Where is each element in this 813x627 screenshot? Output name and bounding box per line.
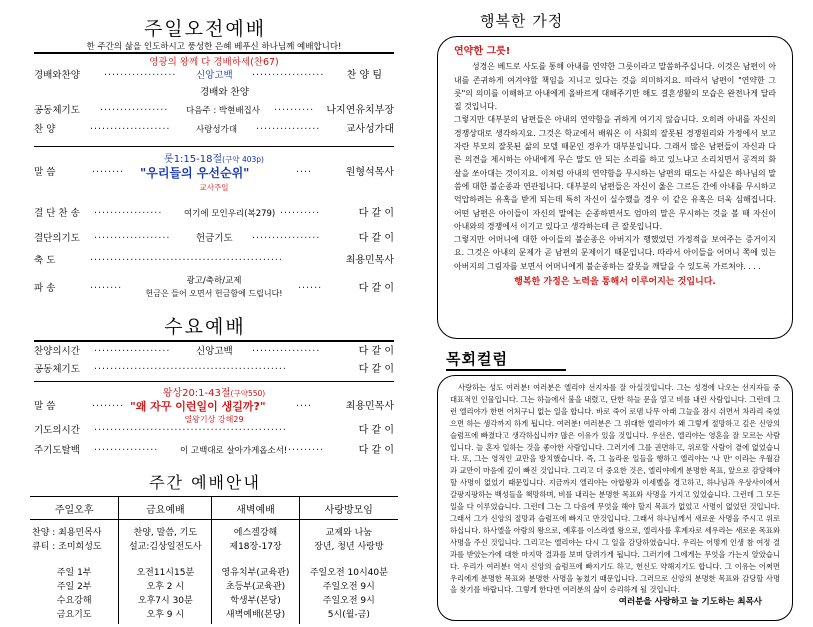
weekly-schedule-table: [30, 496, 398, 624]
order-row-community-prayer: [34, 102, 394, 120]
order-item: 헌금기도: [196, 233, 233, 244]
leader-dots: ········: [90, 283, 123, 294]
leader-dots: ········: [92, 167, 125, 178]
order-label: 말 씀: [34, 167, 56, 178]
order-leader: 다 같 이: [358, 283, 394, 294]
leader-dots: ··········: [280, 208, 321, 219]
paragraph: 성경은 베드로 사도를 통해 아내를 연약한 그릇이라고 말씀하주십니다. 이것은 남편이 아내를 존귀하게 여겨야할 책임을 지니고 있다는 것을 의미하지요. 따라서 남편이 "연약한 그릇"의 의미를 이해하고 아내에게 올바르게 대해주기만 해도 결혼생활의 모습은 완전나게 달라질 것입니다.: [454, 62, 776, 112]
divider: [34, 340, 394, 342]
cell-line: 설교:김상일전도사: [129, 542, 202, 552]
leader-dots: ·················: [252, 346, 321, 357]
paragraph: 그렇지만 어머니에 대한 아이들의 불순종은 아버지가 행했었던 가정적을 보여주는 증거이지요. 그것은 아내의 문제가 곧 남편의 문제이기 때문입니다. 따라서 아이들을 어머니 쪽에 있는 아버지의 그림자를 보면서 어머니에게 불순종하는 잘못을 깨달을 수 있도록 가르쳐야. . . .: [454, 235, 776, 271]
order-label: 주기도탈백: [34, 445, 80, 456]
cell-line: 주일 2부: [56, 582, 92, 592]
order-leader: 다 같 이: [358, 346, 394, 357]
sunday-service-title: 주일오전예배: [143, 18, 267, 40]
table-cell: [119, 556, 212, 624]
cell-line: 수요강해: [56, 596, 92, 606]
leader-dots: ·················: [252, 233, 321, 244]
sermon-preacher: 원형석목사: [345, 167, 394, 178]
sermon-title: "우리들의 우선순위": [140, 166, 250, 180]
leader-dots: ·················: [94, 208, 163, 219]
leader-dots: ················································: [94, 425, 287, 436]
divider: [34, 146, 394, 147]
scripture-page: (구약550): [230, 389, 266, 398]
leader-dots: ················: [94, 445, 159, 456]
column-header: 사랑방모임: [299, 497, 398, 520]
leader-dots: ········: [92, 401, 125, 412]
cell-line: 주일오전 9시: [322, 596, 375, 606]
table-cell: [299, 556, 398, 624]
wed-row-community-prayer: [34, 361, 394, 379]
scripture-ref: 롯1:15-18절: [164, 154, 223, 165]
cell-line: 오후7시 30분: [137, 596, 193, 606]
order-label: 결 단 찬 송: [34, 208, 80, 219]
order-item: 신앙고백: [196, 346, 233, 357]
order-label: 말 씀: [34, 401, 56, 412]
leader-dots: ····················: [90, 124, 171, 135]
cell-line: 찬양, 말씀, 기도: [133, 528, 198, 538]
cell-line: 영유치부(교육관): [221, 568, 290, 578]
order-item: 신앙고백: [196, 70, 233, 81]
sermon-sub: 교사주일: [199, 183, 229, 192]
order-item: 경배와 찬양: [200, 87, 249, 98]
order-leader: 다 같 이: [358, 364, 394, 375]
scripture-ref: 왕상20:1-43절: [162, 388, 231, 399]
leader-dots: ···················: [94, 233, 171, 244]
cell-line: 초등부(교육관): [225, 582, 286, 592]
column-header: 새벽예배: [212, 497, 299, 520]
sermon-preacher: 최용민목사: [345, 401, 394, 412]
paragraph: 사랑하는 성도 여러분! 여러분은 엘리야 선지자를 잘 아실것입니다. 그는 성경에 나오는 선지자들 중 대표적인 인물입니다. 그는 하늘에서 불을 내렸고, 단한 하늘 문을 열고 비를 내린 사람입니다. 그런데 그런 엘리야가 한번 어처구니 없는 일을 합니다. 바로 죽어 로뎀 나무 아래 그늘을 잠시 쉬면서 차라리 죽었으면 하는 생각까지 하게 됩니다. 여러분! 여러분은 그 위대한 엘리야가 왜 그렇게 절망하고 깊은 신앙의 슬럼프에 빠졌다고 생각하십니까? 많은 이유가 있을 것입니다. 우선은, 엘리야는 영혼을 잘 모르는 사람입니다. 늘 혼자 일하는 것을 좋아한 사람입니다. 그러기에 그를 권면하고, 위로할 사람이 곁에 없었습니다. 또, 그는 영적인 교만을 방치했습니다. 즉, 그 놀라운 일들을 행하고 엘리야는 '나 만' 이라는 우월감과 교만이 마음에 깊이 빠진 것입니다. 그리고 더 중요한 것은, 엘리야에게 분명한 목표, 앞으로 감당해야 할 사명이 없었기 때문입니다. 지금까지 엘리야는 아합왕과 이세벨을 경고하고, 하나님과 우상사이에서 갈팡지팡하는 백성들을 책망하며, 비를 내리는 분명한 목표와 사명을 가지고 있었습니다. 그런데 그 모든 일을 다 이루었습니다. 그런데 그는 그 다음에 무엇을 해야 할지 목표가 없었고 사명이 없었던 것입니다. 그래서 그가 신앙의 절망과 슬럼프에 빠지고 만것입니다. 그래서 하나님께서 새로운 사명을 주시고 위로하십니다. 하사엘을 아람의 왕으로, 예후를 이스라엘 왕으로, 엘리사를 후계자로 세우라는 새로운 목표와 사명을 주신 것입니다. 그리고는 엘리야는 다시 그 일을 감당하였습니다. 우리는 어떻게 인생 참 여정 결과를 받았는가에 대한 마지막 결과를 보며 달려가게 됩니다. 그러기에 그에게는 무엇을 가는지 알았습니다. 우리가 여러분! 역시 신앙의 슬럼프에 빠지기도 하고, 헌신도 약해지기도 합니다. 그 이유는 어쩌면 우리에게 분명한 목표와 분명한 사명을 놓쳤기 때문입니다. 그러므로 신앙의 분명한 목표와 감당할 사명을 찾기를 바랍니다. 그렇게 한다면 여러분의 삶이 승리하게 될 것입니다.: [450, 383, 780, 595]
sermon-sub: 열왕기상 강해29: [184, 415, 244, 424]
table-row: [30, 556, 398, 624]
cell-line: 장년, 청년 사랑방: [314, 542, 384, 552]
cell-line: 교제와 나눔: [325, 528, 372, 538]
cell-line: 에스겔강해: [233, 528, 278, 538]
column-header: 주일오후: [30, 497, 119, 520]
wed-row-lords-prayer: [34, 442, 394, 460]
order-leader: 다 같 이: [358, 445, 394, 456]
sermon-row: [34, 164, 394, 182]
sermon-title: "왜 자꾸 이런일이 생길까?": [130, 400, 266, 413]
happy-family-title: 행복한 가정: [480, 12, 564, 30]
order-leader: 다 같 이: [358, 208, 394, 219]
sunday-scripture: [34, 150, 394, 165]
cell-line: 주일오전 9시: [322, 582, 375, 592]
order-item: 다음주 : 박현배집사: [186, 106, 260, 116]
order-label: 파 송: [34, 283, 56, 294]
leader-dots: ················: [256, 124, 321, 135]
leader-dots: ··················: [104, 70, 177, 81]
leader-dots: ··········: [284, 445, 325, 456]
table-cell: [119, 520, 212, 557]
leader-dots: ····: [296, 167, 313, 178]
table-cell: [30, 556, 119, 624]
order-label: 공동체기도: [34, 105, 80, 116]
table-cell: [30, 520, 119, 557]
order-label: 결단의기도: [34, 233, 80, 244]
order-item: 사랑성가대: [196, 125, 238, 135]
order-leader: 나지연유치부장: [326, 105, 394, 116]
order-item: 여기에 모인우리(복279): [184, 209, 276, 219]
happy-family-box: [437, 36, 793, 339]
cell-line: 큐티 : 조미희성도: [32, 542, 102, 552]
cell-line: 5시(월-금): [327, 610, 370, 620]
paragraph: 그렇지만 대부분의 남편들은 아내의 연약함을 귀하게 여기지 않습니다. 오히려 아내를 자신의 경쟁상대로 생각하지요. 그것은 학교에서 배워온 이 사회의 잘못된 경쟁원리와 가정에서 보고자란 부모의 잘못된 삶의 모델 때문인 경우가 대부분입니다. 그래서 많은 남편들이 자신과 다른 의견을 제시하는 아내에게 무슨 말도 안 되는 소리를 하고 있느냐고 소리치면서 공격의 화살을 쏘아대는 것이지요. 이처럼 아내의 연약함을 무시하는 남편의 태도는 사실은 하나님의 말씀에 대한 불순종과 연관됩니다. 대부분의 남편들은 자신이 옳은 그르든 간에 아내를 무시하고 억압하려는 유혹을 받게 되는데 특히 자신이 실수했을 경우 이 같은 유혹은 더욱 심해집니다. 어떤 남편은 아이들이 자신의 말에는 순종하면서도 엄마의 말은 무시하는 것을 볼 때 자신이 아내와의 경쟁에서 이기고 있다고 생각하는데 큰 잘못입니다.: [454, 115, 776, 231]
box-title: 연약한 그릇!: [454, 46, 511, 57]
cell-line: 오후 9 시: [146, 610, 185, 620]
cell-line: 새벽예배(본당): [225, 610, 286, 620]
cell-line: 학생부(본당): [230, 596, 281, 606]
pastor-column-title: 목회컬럼: [446, 350, 508, 368]
order-label: 경배와찬양: [34, 70, 80, 81]
order-label: 찬 양: [34, 124, 56, 135]
leader-dots: ····: [296, 401, 313, 412]
order-leader: 찬 양 팀: [346, 70, 382, 81]
order-label: 공동체기도: [34, 364, 80, 375]
dismissal-item: 광고/축하/교제: [186, 276, 242, 286]
table-cell: [299, 520, 398, 557]
leader-dots: ··········: [274, 105, 315, 116]
order-leader: 교사성가대: [345, 124, 394, 135]
order-label: 찬양의시간: [34, 346, 80, 357]
leader-dots: ··················: [252, 70, 325, 81]
leader-dots: ···················: [94, 346, 171, 357]
cell-line: 금요기도: [56, 610, 92, 620]
dismissal-note: 헌금은 들어 오면서 헌금함에 드립니다!: [145, 289, 283, 298]
cell-line: 오전11시15분: [136, 568, 195, 578]
leader-dots: ·················: [100, 105, 169, 116]
leader-dots: ················································: [90, 255, 283, 266]
order-leader: 다 같 이: [358, 233, 394, 244]
scripture-page: (구약 403p): [222, 155, 264, 164]
order-row-benediction: [34, 252, 394, 270]
leader-dots: ················································: [94, 364, 287, 375]
order-row-choir: [34, 121, 394, 139]
weekly-title: 주간 예배안내: [149, 473, 261, 492]
sunday-subtitle: 한 주간의 삶을 인도하시고 풍성한 은혜 베푸신 하나님께 예배합니다!: [86, 42, 342, 52]
table-cell: [212, 520, 299, 557]
table-cell: [212, 556, 299, 624]
column-header: 금요예배: [119, 497, 212, 520]
divider: [34, 381, 394, 382]
wed-row-praise: [34, 343, 394, 361]
order-label: 기도의시간: [34, 425, 80, 436]
order-leader: 최용민목사: [345, 255, 394, 266]
order-row-hymn: [34, 205, 394, 223]
order-row-praise: [34, 67, 394, 85]
cell-line: 주일 1부: [56, 568, 92, 578]
cell-line: 오후 2 시: [146, 582, 185, 592]
leader-dots: ······: [298, 283, 323, 294]
order-row-decision-prayer: [34, 230, 394, 248]
pastor-column-box: [437, 375, 793, 621]
cell-line: 주일오전 10시40분: [309, 568, 388, 578]
cell-line: 찬양 : 최용민목사: [32, 528, 102, 538]
closing-signature: 여러분을 사랑하고 늘 기도하는 최목사: [618, 597, 762, 608]
wednesday-service-title: 수요예배: [164, 316, 246, 338]
wed-row-prayer: [34, 422, 394, 440]
opening-hymn: 영광의 왕께 다 경배하세(찬67): [149, 57, 279, 68]
wed-scripture: [34, 384, 394, 399]
order-item: 이 고백대로 살아가게옵소서!: [180, 446, 288, 456]
order-row-dismissal: [34, 274, 394, 304]
table-header-row: [30, 497, 398, 520]
closing-line: 행복한 가정은 노력을 통해서 이루어지는 것입니다.: [514, 277, 716, 288]
order-row-praise-sub: [34, 84, 394, 102]
table-row: [30, 520, 398, 557]
cell-line: 제18장-17장: [229, 542, 282, 552]
order-label: 축 도: [34, 255, 56, 266]
order-leader: 다 같 이: [358, 425, 394, 436]
divider: [446, 369, 566, 371]
